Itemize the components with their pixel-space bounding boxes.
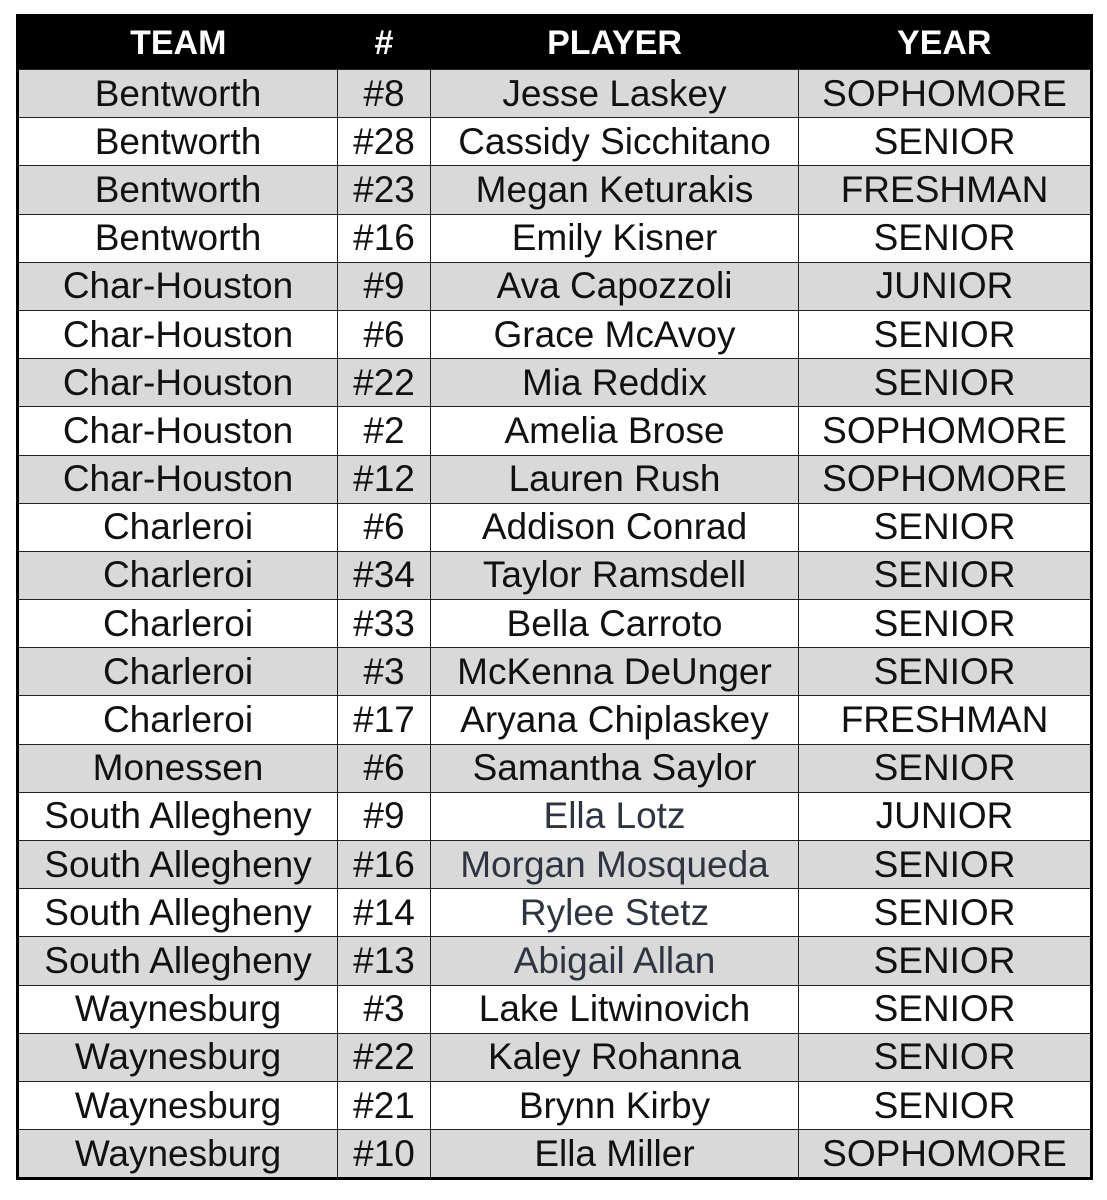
number-cell: #13 [338,937,431,985]
player-cell: Abigail Allan [431,937,799,985]
table-row [18,985,1092,1033]
player-cell: Megan Keturakis [431,166,799,214]
team-cell: Charleroi [18,696,338,744]
number-cell: #16 [338,214,431,262]
roster-table [16,14,1093,1180]
number-cell: #12 [338,455,431,503]
number-cell: #6 [338,310,431,358]
table-row [18,792,1092,840]
player-cell: Samantha Saylor [431,744,799,792]
player-cell: Addison Conrad [431,503,799,551]
year-cell: SENIOR [799,648,1092,696]
team-cell: Char-Houston [18,455,338,503]
table-row [18,407,1092,455]
team-cell: South Allegheny [18,792,338,840]
player-cell: Ava Capozzoli [431,262,799,310]
number-cell: #2 [338,407,431,455]
year-cell: SOPHOMORE [799,70,1092,118]
player-cell: Bella Carroto [431,600,799,648]
table-row [18,841,1092,889]
year-cell: SENIOR [799,744,1092,792]
header-team: TEAM [18,16,338,70]
team-cell: Waynesburg [18,1033,338,1081]
player-cell: Taylor Ramsdell [431,551,799,599]
number-cell: #10 [338,1130,431,1179]
team-cell: Charleroi [18,503,338,551]
number-cell: #28 [338,118,431,166]
player-cell: Emily Kisner [431,214,799,262]
player-cell: Ella Miller [431,1130,799,1179]
table-row [18,503,1092,551]
year-cell: FRESHMAN [799,166,1092,214]
year-cell: JUNIOR [799,262,1092,310]
player-cell: Kaley Rohanna [431,1033,799,1081]
table-row [18,696,1092,744]
year-cell: SOPHOMORE [799,455,1092,503]
player-cell: Amelia Brose [431,407,799,455]
table-row [18,359,1092,407]
player-cell: McKenna DeUnger [431,648,799,696]
player-cell: Grace McAvoy [431,310,799,358]
team-cell: Char-Houston [18,407,338,455]
year-cell: SENIOR [799,889,1092,937]
year-cell: SENIOR [799,359,1092,407]
team-cell: Waynesburg [18,1081,338,1129]
table-row [18,1033,1092,1081]
table-row [18,551,1092,599]
number-cell: #3 [338,985,431,1033]
player-cell: Morgan Mosqueda [431,841,799,889]
team-cell: Char-Houston [18,359,338,407]
number-cell: #3 [338,648,431,696]
table-row [18,648,1092,696]
number-cell: #34 [338,551,431,599]
team-cell: Waynesburg [18,1130,338,1179]
year-cell: SOPHOMORE [799,407,1092,455]
year-cell: SENIOR [799,214,1092,262]
table-row [18,744,1092,792]
team-cell: South Allegheny [18,889,338,937]
year-cell: SENIOR [799,841,1092,889]
player-cell: Cassidy Sicchitano [431,118,799,166]
table-row [18,1130,1092,1179]
header-number: # [338,16,431,70]
table-row [18,889,1092,937]
number-cell: #9 [338,262,431,310]
team-cell: Char-Houston [18,310,338,358]
team-cell: Bentworth [18,166,338,214]
table-row [18,214,1092,262]
number-cell: #22 [338,1033,431,1081]
year-cell: SENIOR [799,1033,1092,1081]
number-cell: #9 [338,792,431,840]
number-cell: #33 [338,600,431,648]
table-row [18,166,1092,214]
team-cell: Waynesburg [18,985,338,1033]
player-cell: Ella Lotz [431,792,799,840]
table-row [18,262,1092,310]
table-row [18,118,1092,166]
table-body [18,70,1092,1179]
team-cell: Charleroi [18,648,338,696]
number-cell: #8 [338,70,431,118]
table-header [18,16,1092,70]
year-cell: SENIOR [799,985,1092,1033]
team-cell: South Allegheny [18,937,338,985]
number-cell: #14 [338,889,431,937]
year-cell: SENIOR [799,503,1092,551]
player-cell: Jesse Laskey [431,70,799,118]
year-cell: SENIOR [799,118,1092,166]
team-cell: Charleroi [18,551,338,599]
number-cell: #6 [338,503,431,551]
player-cell: Rylee Stetz [431,889,799,937]
header-row [18,16,1092,70]
number-cell: #23 [338,166,431,214]
team-cell: Bentworth [18,70,338,118]
team-cell: Charleroi [18,600,338,648]
year-cell: SENIOR [799,310,1092,358]
table-row [18,455,1092,503]
team-cell: Char-Houston [18,262,338,310]
player-cell: Brynn Kirby [431,1081,799,1129]
player-cell: Lauren Rush [431,455,799,503]
team-cell: Bentworth [18,214,338,262]
table-row [18,1081,1092,1129]
table-row [18,937,1092,985]
year-cell: SENIOR [799,937,1092,985]
team-cell: Monessen [18,744,338,792]
number-cell: #16 [338,841,431,889]
table-row [18,310,1092,358]
year-cell: JUNIOR [799,792,1092,840]
number-cell: #6 [338,744,431,792]
year-cell: SOPHOMORE [799,1130,1092,1179]
player-cell: Mia Reddix [431,359,799,407]
year-cell: SENIOR [799,551,1092,599]
number-cell: #17 [338,696,431,744]
year-cell: SENIOR [799,1081,1092,1129]
table-row [18,600,1092,648]
year-cell: FRESHMAN [799,696,1092,744]
year-cell: SENIOR [799,600,1092,648]
team-cell: South Allegheny [18,841,338,889]
team-cell: Bentworth [18,118,338,166]
player-cell: Aryana Chiplaskey [431,696,799,744]
table-row [18,70,1092,118]
player-cell: Lake Litwinovich [431,985,799,1033]
header-player: PLAYER [431,16,799,70]
number-cell: #21 [338,1081,431,1129]
header-year: YEAR [799,16,1092,70]
number-cell: #22 [338,359,431,407]
